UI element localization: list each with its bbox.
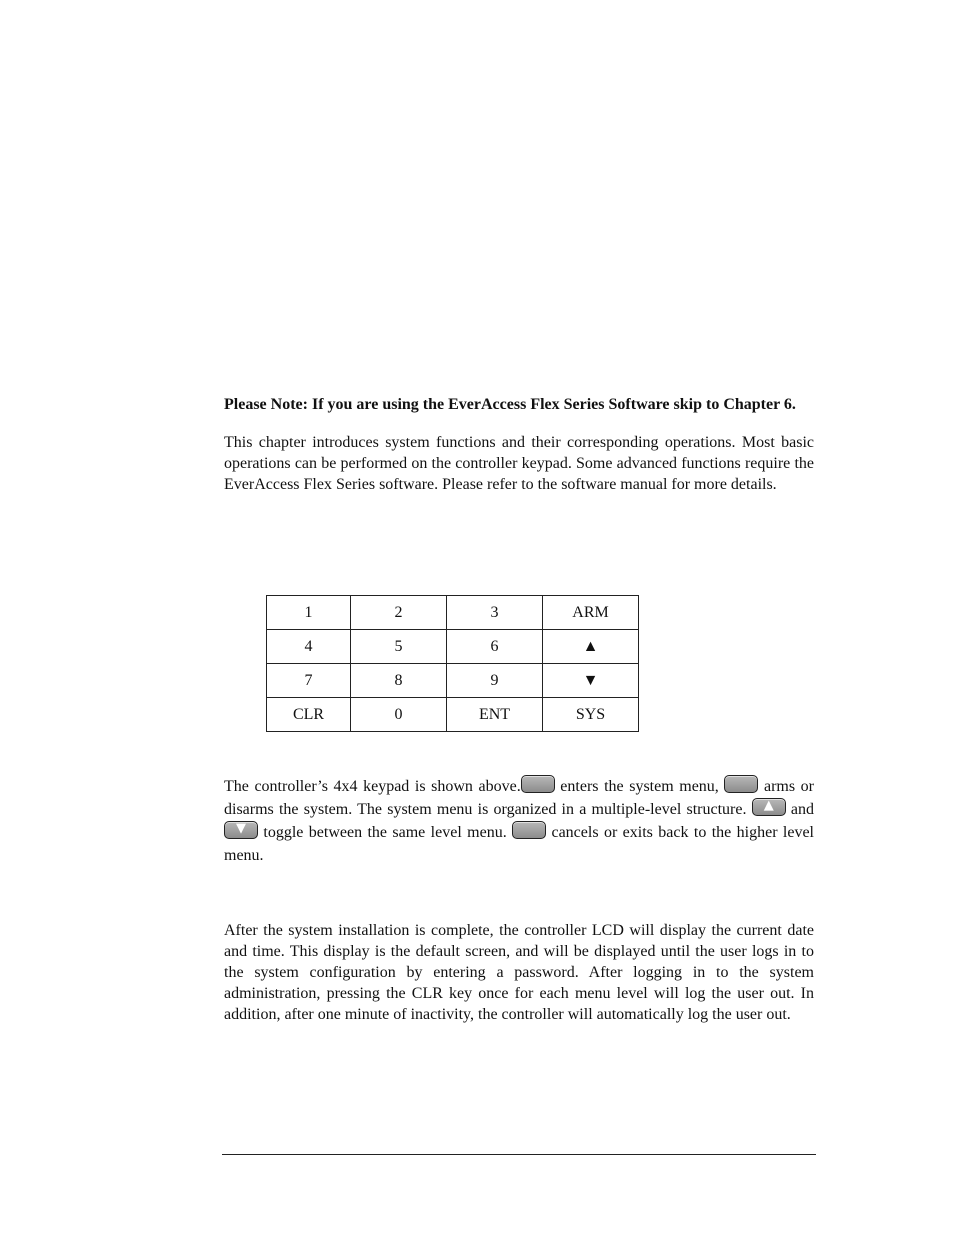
keypad-key-1: 1 — [267, 596, 351, 630]
keypad-key-6: 6 — [447, 630, 543, 664]
keypad-key-3: 3 — [447, 596, 543, 630]
keypad-key-0: 0 — [351, 698, 447, 732]
intro-paragraph: This chapter introduces system functions and their corresponding operations. Most basic operations can be performed on the controller keypad. Some advanced functions require the EverAccess Flex Series software. Please refer to the software manual for more details. — [224, 434, 814, 493]
keys-text-5: toggle between the same level menu. — [258, 824, 513, 841]
footer-divider — [222, 1154, 816, 1155]
keypad-key-2: 2 — [351, 596, 447, 630]
arm-key-icon — [724, 775, 758, 793]
keypad-key-clr: CLR — [267, 698, 351, 732]
keys-text-1: The controller’s 4x4 keypad is shown above. — [224, 778, 521, 795]
keys-text-2: enters the system menu, — [554, 778, 725, 795]
up-arrow-icon: ▲ — [763, 798, 774, 813]
keys-text-3: arms or disarms the system. The system menu is organized in a multiple-level structure. — [224, 778, 814, 818]
keys-text-6: cancels or exits back to the higher level menu. — [224, 824, 814, 864]
keypad-key-7: 7 — [267, 664, 351, 698]
down-arrow-icon: ▼ — [236, 821, 246, 836]
down-key-icon — [224, 821, 258, 839]
top-text-block — [224, 394, 814, 495]
up-key-icon — [752, 798, 786, 816]
keypad-key-5: 5 — [351, 630, 447, 664]
login-paragraph: After the system installation is complete, the controller LCD will display the current date and time. This display is the default screen, and will be displayed until the user logs in to the system configuration by entering a password. After logging in to the system administration, pressing the CLR key once for each menu level will log the user out. In addition, after one minute of inactivity, the controller will automatically log the user out. — [224, 922, 814, 1023]
keypad-diagram — [266, 595, 639, 732]
keypad-row — [267, 596, 639, 630]
sys-key-icon — [521, 775, 555, 793]
keypad-key-down: ▼ — [543, 664, 639, 698]
keypad-table — [266, 595, 639, 732]
keypad-row — [267, 664, 639, 698]
keypad-key-sys: SYS — [543, 698, 639, 732]
keypad-key-ent: ENT — [447, 698, 543, 732]
keypad-row — [267, 698, 639, 732]
keypad-row — [267, 630, 639, 664]
note-paragraph: Please Note: If you are using the EverAccess Flex Series Software skip to Chapter 6. — [224, 396, 796, 413]
keys-text-4: and — [785, 801, 815, 818]
keypad-key-4: 4 — [267, 630, 351, 664]
keypad-description-paragraph — [224, 775, 814, 867]
keypad-key-8: 8 — [351, 664, 447, 698]
keypad-key-up: ▲ — [543, 630, 639, 664]
clr-key-icon — [512, 821, 546, 839]
keypad-key-arm: ARM — [543, 596, 639, 630]
keypad-key-9: 9 — [447, 664, 543, 698]
